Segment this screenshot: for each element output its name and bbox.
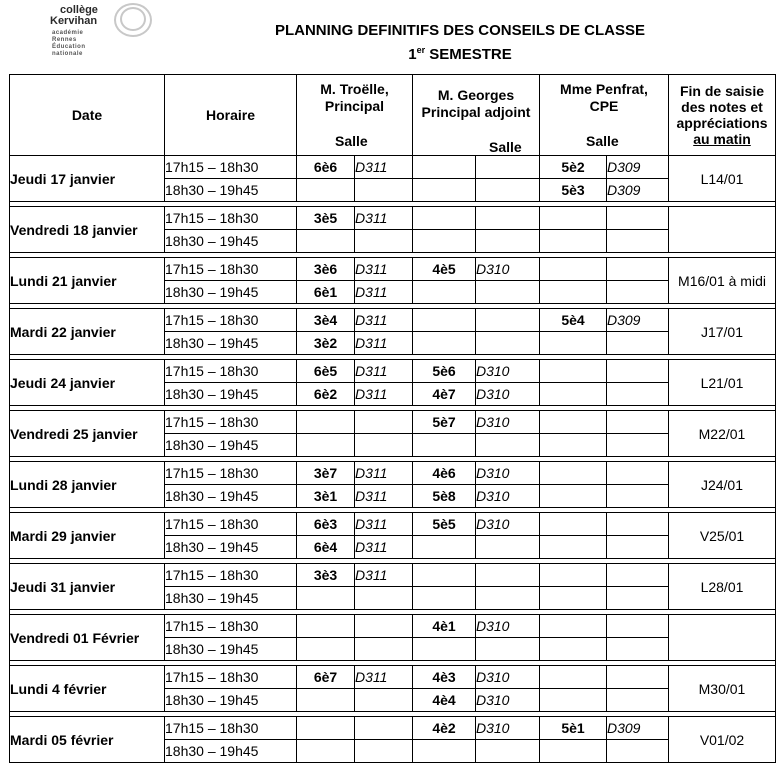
adjoint-room-cell: D310 — [476, 615, 540, 638]
fin-saisie-cell — [669, 207, 776, 253]
cpe-room-cell — [607, 281, 669, 304]
principal-room-cell: D311 — [355, 564, 413, 587]
date-cell: Jeudi 24 janvier — [10, 360, 165, 406]
cpe-class-cell: 5è1 — [540, 717, 607, 740]
adjoint-class-cell: 5è6 — [413, 360, 476, 383]
hour-cell: 18h30 – 19h45 — [165, 485, 297, 508]
date-cell: Vendredi 01 Février — [10, 615, 165, 661]
hour-cell: 18h30 – 19h45 — [165, 332, 297, 355]
principal-room-cell: D311 — [355, 666, 413, 689]
hour-cell: 18h30 – 19h45 — [165, 383, 297, 406]
date-cell: Vendredi 25 janvier — [10, 411, 165, 457]
planning-table — [9, 74, 776, 763]
adjoint-room-cell — [476, 207, 540, 230]
cpe-room-cell — [607, 485, 669, 508]
cpe-class-cell — [540, 434, 607, 457]
date-cell: Jeudi 17 janvier — [10, 156, 165, 202]
cpe-class-cell: 5è4 — [540, 309, 607, 332]
subtitle-number: 1 — [408, 46, 417, 63]
adjoint-class-cell — [413, 156, 476, 179]
adjoint-class-cell: 5è7 — [413, 411, 476, 434]
principal-room-cell: D311 — [355, 156, 413, 179]
fin-saisie-cell: J24/01 — [669, 462, 776, 508]
cpe-room-cell — [607, 462, 669, 485]
table-row — [10, 462, 776, 485]
date-cell: Mardi 22 janvier — [10, 309, 165, 355]
page-title: PLANNING DEFINITIFS DES CONSEILS DE CLASSE — [274, 22, 646, 39]
hour-cell: 17h15 – 18h30 — [165, 309, 297, 332]
hour-cell: 18h30 – 19h45 — [165, 230, 297, 253]
adjoint-room-cell — [476, 230, 540, 253]
principal-class-cell — [297, 689, 355, 712]
cpe-class-cell — [540, 689, 607, 712]
principal-class-cell: 3è2 — [297, 332, 355, 355]
logo-small-3: Éducation — [52, 44, 86, 50]
cpe-class-cell — [540, 615, 607, 638]
adjoint-class-cell — [413, 230, 476, 253]
cpe-room-cell — [607, 564, 669, 587]
table-row — [10, 309, 776, 332]
cpe-room-cell: D309 — [607, 156, 669, 179]
fin-saisie-cell: L21/01 — [669, 360, 776, 406]
hour-cell: 17h15 – 18h30 — [165, 564, 297, 587]
cpe-class-cell — [540, 411, 607, 434]
logo-small-4: nationale — [52, 51, 83, 57]
principal-room-cell: D311 — [355, 462, 413, 485]
header-principal-adjoint — [413, 75, 540, 156]
hour-cell: 18h30 – 19h45 — [165, 689, 297, 712]
principal-class-cell — [297, 434, 355, 457]
hour-cell: 18h30 – 19h45 — [165, 536, 297, 559]
fin-saisie-label: Fin de saisie des notes et appréciations — [676, 83, 768, 131]
adjoint-room-cell — [476, 434, 540, 457]
principal-class-cell: 6è2 — [297, 383, 355, 406]
adjoint-room-cell: D310 — [476, 666, 540, 689]
adjoint-room-cell: D310 — [476, 360, 540, 383]
principal-room-cell: D311 — [355, 258, 413, 281]
header-principal — [297, 75, 413, 156]
subtitle-sup: er — [416, 45, 426, 55]
header-cpe — [540, 75, 669, 156]
cpe-class-cell — [540, 207, 607, 230]
cpe-class-cell — [540, 383, 607, 406]
principal-class-cell: 3è3 — [297, 564, 355, 587]
cpe-room-cell — [607, 383, 669, 406]
principal-room-cell — [355, 179, 413, 202]
hour-cell: 17h15 – 18h30 — [165, 615, 297, 638]
table-row — [10, 207, 776, 230]
cpe-class-cell — [540, 332, 607, 355]
adjoint-room-cell: D310 — [476, 462, 540, 485]
cpe-room-cell: D309 — [607, 717, 669, 740]
adjoint-room-cell: D310 — [476, 485, 540, 508]
cpe-class-cell — [540, 536, 607, 559]
adjoint-room-cell — [476, 281, 540, 304]
cpe-room-cell: D309 — [607, 179, 669, 202]
adjoint-class-cell: 4è2 — [413, 717, 476, 740]
adjoint-class-cell: 4è4 — [413, 689, 476, 712]
adjoint-class-cell — [413, 564, 476, 587]
adjoint-class-cell: 4è3 — [413, 666, 476, 689]
adjoint-room-cell: D310 — [476, 258, 540, 281]
logo-small-1: académie — [52, 30, 84, 36]
fin-saisie-cell: M30/01 — [669, 666, 776, 712]
adjoint-class-cell — [413, 740, 476, 763]
adjoint-name: M. Georges Principal adjoint — [421, 87, 531, 120]
date-cell: Mardi 05 février — [10, 717, 165, 763]
principal-room-cell — [355, 689, 413, 712]
adjoint-salle-label: Salle — [489, 139, 522, 155]
hour-cell: 18h30 – 19h45 — [165, 179, 297, 202]
cpe-class-cell — [540, 587, 607, 610]
hour-cell: 18h30 – 19h45 — [165, 740, 297, 763]
date-cell: Lundi 28 janvier — [10, 462, 165, 508]
cpe-class-cell — [540, 638, 607, 661]
cpe-class-cell: 5è2 — [540, 156, 607, 179]
adjoint-room-cell: D310 — [476, 689, 540, 712]
cpe-class-cell — [540, 360, 607, 383]
header-row — [10, 75, 776, 156]
adjoint-room-cell: D310 — [476, 717, 540, 740]
adjoint-class-cell — [413, 332, 476, 355]
planning-body — [10, 156, 776, 763]
principal-room-cell — [355, 740, 413, 763]
adjoint-class-cell — [413, 638, 476, 661]
table-row — [10, 513, 776, 536]
principal-class-cell — [297, 740, 355, 763]
adjoint-room-cell — [476, 309, 540, 332]
principal-class-cell: 3è6 — [297, 258, 355, 281]
date-cell: Vendredi 18 janvier — [10, 207, 165, 253]
adjoint-room-cell — [476, 740, 540, 763]
principal-class-cell: 6è6 — [297, 156, 355, 179]
adjoint-room-cell — [476, 564, 540, 587]
principal-class-cell — [297, 411, 355, 434]
cpe-room-cell — [607, 689, 669, 712]
fin-saisie-cell: M22/01 — [669, 411, 776, 457]
date-cell: Jeudi 31 janvier — [10, 564, 165, 610]
cpe-room-cell — [607, 666, 669, 689]
cpe-name: Mme Penfrat, CPE — [560, 81, 648, 114]
adjoint-class-cell: 5è8 — [413, 485, 476, 508]
logo-inner-ring-icon — [120, 7, 146, 31]
fin-saisie-underlined: au matin — [693, 131, 751, 147]
logo-line2: Kervihan — [50, 15, 98, 27]
table-row — [10, 156, 776, 179]
principal-class-cell: 6è3 — [297, 513, 355, 536]
principal-name: M. Troëlle, Principal — [320, 81, 389, 114]
adjoint-room-cell — [476, 156, 540, 179]
principal-room-cell: D311 — [355, 309, 413, 332]
hour-cell: 17h15 – 18h30 — [165, 258, 297, 281]
adjoint-room-cell: D310 — [476, 513, 540, 536]
principal-class-cell: 3è4 — [297, 309, 355, 332]
cpe-room-cell — [607, 360, 669, 383]
header-fin-saisie — [669, 75, 776, 156]
header-date: Date — [10, 75, 165, 156]
fin-saisie-cell: V01/02 — [669, 717, 776, 763]
cpe-class-cell — [540, 485, 607, 508]
adjoint-class-cell — [413, 207, 476, 230]
adjoint-class-cell: 4è6 — [413, 462, 476, 485]
principal-room-cell: D311 — [355, 207, 413, 230]
principal-room-cell — [355, 717, 413, 740]
adjoint-room-cell: D310 — [476, 383, 540, 406]
principal-class-cell: 6è1 — [297, 281, 355, 304]
hour-cell: 18h30 – 19h45 — [165, 587, 297, 610]
cpe-class-cell — [540, 666, 607, 689]
adjoint-room-cell — [476, 638, 540, 661]
cpe-class-cell — [540, 740, 607, 763]
hour-cell: 17h15 – 18h30 — [165, 360, 297, 383]
cpe-room-cell — [607, 434, 669, 457]
principal-room-cell: D311 — [355, 281, 413, 304]
fin-saisie-cell: V25/01 — [669, 513, 776, 559]
hour-cell: 17h15 – 18h30 — [165, 513, 297, 536]
hour-cell: 18h30 – 19h45 — [165, 638, 297, 661]
fin-saisie-cell: L28/01 — [669, 564, 776, 610]
fin-saisie-cell: M16/01 à midi — [669, 258, 776, 304]
cpe-room-cell — [607, 638, 669, 661]
cpe-room-cell — [607, 587, 669, 610]
header-horaire: Horaire — [165, 75, 297, 156]
cpe-class-cell — [540, 258, 607, 281]
table-row — [10, 717, 776, 740]
adjoint-class-cell: 5è5 — [413, 513, 476, 536]
cpe-class-cell — [540, 281, 607, 304]
fin-saisie-cell — [669, 615, 776, 661]
adjoint-room-cell: D310 — [476, 411, 540, 434]
hour-cell: 17h15 – 18h30 — [165, 462, 297, 485]
principal-class-cell — [297, 615, 355, 638]
fin-saisie-cell: L14/01 — [669, 156, 776, 202]
principal-class-cell — [297, 717, 355, 740]
principal-class-cell: 6è7 — [297, 666, 355, 689]
cpe-room-cell: D309 — [607, 309, 669, 332]
hour-cell: 17h15 – 18h30 — [165, 411, 297, 434]
principal-class-cell — [297, 638, 355, 661]
adjoint-class-cell: 4è7 — [413, 383, 476, 406]
adjoint-class-cell — [413, 536, 476, 559]
adjoint-class-cell — [413, 281, 476, 304]
principal-room-cell: D311 — [355, 513, 413, 536]
table-row — [10, 360, 776, 383]
adjoint-class-cell: 4è5 — [413, 258, 476, 281]
principal-room-cell — [355, 587, 413, 610]
hour-cell: 17h15 – 18h30 — [165, 156, 297, 179]
principal-room-cell: D311 — [355, 332, 413, 355]
principal-class-cell — [297, 587, 355, 610]
adjoint-class-cell — [413, 434, 476, 457]
principal-room-cell: D311 — [355, 485, 413, 508]
principal-class-cell: 6è5 — [297, 360, 355, 383]
cpe-room-cell — [607, 207, 669, 230]
subtitle-suffix: SEMESTRE — [425, 46, 512, 63]
cpe-class-cell: 5è3 — [540, 179, 607, 202]
principal-room-cell — [355, 411, 413, 434]
table-row — [10, 411, 776, 434]
fin-saisie-cell: J17/01 — [669, 309, 776, 355]
adjoint-class-cell — [413, 309, 476, 332]
cpe-room-cell — [607, 411, 669, 434]
cpe-room-cell — [607, 230, 669, 253]
adjoint-room-cell — [476, 536, 540, 559]
principal-room-cell: D311 — [355, 383, 413, 406]
principal-room-cell: D311 — [355, 360, 413, 383]
date-cell: Mardi 29 janvier — [10, 513, 165, 559]
hour-cell: 17h15 – 18h30 — [165, 207, 297, 230]
hour-cell: 17h15 – 18h30 — [165, 666, 297, 689]
cpe-room-cell — [607, 258, 669, 281]
principal-class-cell: 3è1 — [297, 485, 355, 508]
principal-room-cell — [355, 615, 413, 638]
logo-line1: collège — [60, 4, 98, 16]
college-logo — [50, 3, 150, 61]
principal-class-cell: 3è5 — [297, 207, 355, 230]
cpe-class-cell — [540, 513, 607, 536]
adjoint-class-cell — [413, 587, 476, 610]
adjoint-class-cell — [413, 179, 476, 202]
table-row — [10, 615, 776, 638]
hour-cell: 18h30 – 19h45 — [165, 434, 297, 457]
cpe-room-cell — [607, 332, 669, 355]
table-row — [10, 666, 776, 689]
cpe-class-cell — [540, 230, 607, 253]
principal-class-cell: 3è7 — [297, 462, 355, 485]
principal-room-cell — [355, 434, 413, 457]
table-row — [10, 564, 776, 587]
adjoint-class-cell: 4è1 — [413, 615, 476, 638]
cpe-class-cell — [540, 462, 607, 485]
date-cell: Lundi 4 février — [10, 666, 165, 712]
principal-room-cell — [355, 230, 413, 253]
date-cell: Lundi 21 janvier — [10, 258, 165, 304]
cpe-salle-label: Salle — [586, 133, 619, 149]
hour-cell: 18h30 – 19h45 — [165, 281, 297, 304]
principal-class-cell — [297, 179, 355, 202]
principal-room-cell: D311 — [355, 536, 413, 559]
cpe-room-cell — [607, 740, 669, 763]
cpe-room-cell — [607, 615, 669, 638]
adjoint-room-cell — [476, 587, 540, 610]
principal-class-cell: 6è4 — [297, 536, 355, 559]
table-row — [10, 258, 776, 281]
principal-room-cell — [355, 638, 413, 661]
cpe-class-cell — [540, 564, 607, 587]
cpe-room-cell — [607, 536, 669, 559]
cpe-room-cell — [607, 513, 669, 536]
principal-salle-label: Salle — [335, 133, 368, 149]
adjoint-room-cell — [476, 332, 540, 355]
page-subtitle — [150, 45, 770, 63]
adjoint-room-cell — [476, 179, 540, 202]
hour-cell: 17h15 – 18h30 — [165, 717, 297, 740]
principal-class-cell — [297, 230, 355, 253]
logo-small-2: Rennes — [52, 37, 77, 43]
